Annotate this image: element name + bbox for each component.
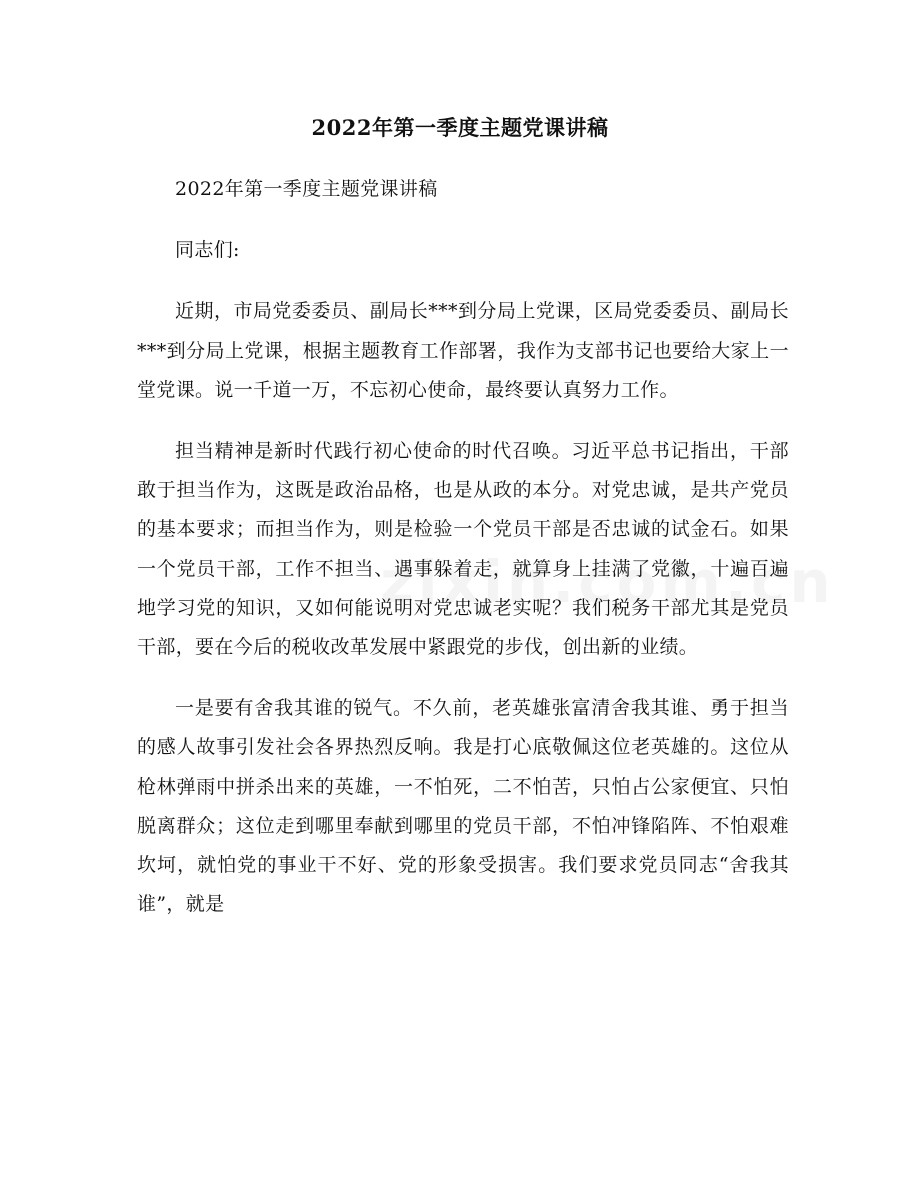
document-title: 2022年第一季度主题党课讲稿 bbox=[311, 115, 609, 140]
body-paragraph-2: 担当精神是新时代践行初心使命的时代召唤。习近平总书记指出，干部敢于担当作为，这既是政治品格，也是从政的本分。对党忠诚，是共产党员的基本要求；而担当作为，则是检验一个党员干部是否忠诚的试金石。如果一个党员干部，工作不担当、遇事躲着走，就算身上挂满了党徽，十遍百遍地学习党的知识，又如何能说明对党忠诚老实呢？我们税务干部尤其是党员干部，要在今后的税收改革发展中紧跟党的步伐，创出新的业绩。 bbox=[137, 440, 789, 659]
document-body bbox=[137, 170, 789, 946]
body-paragraph-1: 近期，市局党委委员、副局长***到分局上党课，区局党委委员、副局长***到分局上党课，根据主题教育工作部署，我作为支部书记也要给大家上一堂党课。说一千道一万，不忘初心使命，最终要认真努力工作。 bbox=[137, 300, 789, 401]
body-paragraph-3: 一是要有舍我其谁的锐气。不久前，老英雄张富清舍我其谁、勇于担当的感人故事引发社会各界热烈反响。我是打心底敬佩这位老英雄的。这位从枪林弹雨中拼杀出来的英雄，一不怕死，二不怕苦，只怕占公家便宜、只怕脱离群众；这位走到哪里奉献到哪里的党员干部，不怕冲锋陷阵、不怕艰难坎坷，就怕党的事业干不好、党的形象受损害。我们要求党员同志“舍我其谁”，就是 bbox=[137, 697, 789, 916]
subtitle-paragraph: 2022年第一季度主题党课讲稿 bbox=[175, 178, 438, 200]
salutation-paragraph: 同志们: bbox=[175, 239, 240, 262]
